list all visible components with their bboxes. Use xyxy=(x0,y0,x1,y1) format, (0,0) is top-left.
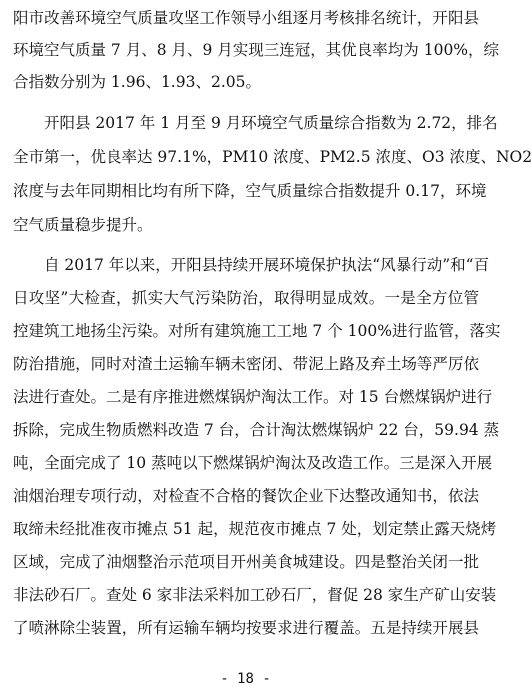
paragraph-3-line-5: 法进行查处。二是有序推进燃煤锅炉淘汰工作。对 15 台燃煤锅炉进行 xyxy=(13,388,493,406)
paragraph-3-line-11: 非法砂石厂。查处 6 家非法采料加工砂石厂，督促 28 家生产矿山安装 xyxy=(13,586,497,604)
paragraph-2-line-4: 空气质量稳步提升。 xyxy=(13,216,153,234)
paragraph-3-line-6: 拆除，完成生物质燃料改造 7 台，合计淘汰燃煤锅炉 22 台，59.94 蒸 xyxy=(13,421,500,439)
paragraph-3-line-3: 控建筑工地扬尘污染。对所有建筑施工工地 7 个 100%进行监管，落实 xyxy=(13,322,501,340)
paragraph-3-line-8: 油烟治理专项行动，对检查不合格的餐饮企业下达整改通知书，依法 xyxy=(13,487,479,505)
paragraph-1-line-2: 环境空气质量 7 月、8 月、9 月实现三连冠，其优良率均为 100%，综 xyxy=(13,41,500,59)
paragraph-2-line-2: 全市第一，优良率达 97.1%，PM10 浓度、PM2.5 浓度、O3 浓度、NO2 xyxy=(13,148,532,166)
paragraph-3-line-7: 吨，全面完成了 10 蒸吨以下燃煤锅炉淘汰及改造工作。三是深入开展 xyxy=(13,454,493,472)
paragraph-3-line-9: 取缔未经批准夜市摊点 51 起，规范夜市摊点 7 处，划定禁止露天烧烤 xyxy=(13,520,497,538)
paragraph-2-line-1: 开阳县 2017 年 1 月至 9 月环境空气质量综合指数为 2.72，排名 xyxy=(44,114,498,132)
paragraph-3-line-10: 区域，完成了油烟整治示范项目开州美食城建设。四是整治关闭一批 xyxy=(13,553,479,571)
paragraph-1-line-1: 阳市改善环境空气质量攻坚工作领导小组逐月考核排名统计，开阳县 xyxy=(13,9,479,27)
paragraph-3-line-2: 日攻坚”大检查，抓实大气污染防治，取得明显成效。一是全方位管 xyxy=(13,289,479,307)
page-number: - 18 - xyxy=(220,671,271,687)
paragraph-2-line-3: 浓度与去年同期相比均有所下降，空气质量综合指数提升 0.17，环境 xyxy=(13,182,487,200)
paragraph-1-line-3: 合指数分别为 1.96、1.93、2.05。 xyxy=(13,73,261,91)
paragraph-3-line-4: 防治措施，同时对渣土运输车辆未密闭、带泥上路及弃土场等严厉依 xyxy=(13,355,479,373)
paragraph-3-line-12: 了喷淋除尘装置，所有运输车辆均按要求进行覆盖。五是持续开展县 xyxy=(13,619,479,637)
paragraph-3-line-1: 自 2017 年以来，开阳县持续开展环境保护执法“风暴行动”和“百 xyxy=(44,256,490,274)
